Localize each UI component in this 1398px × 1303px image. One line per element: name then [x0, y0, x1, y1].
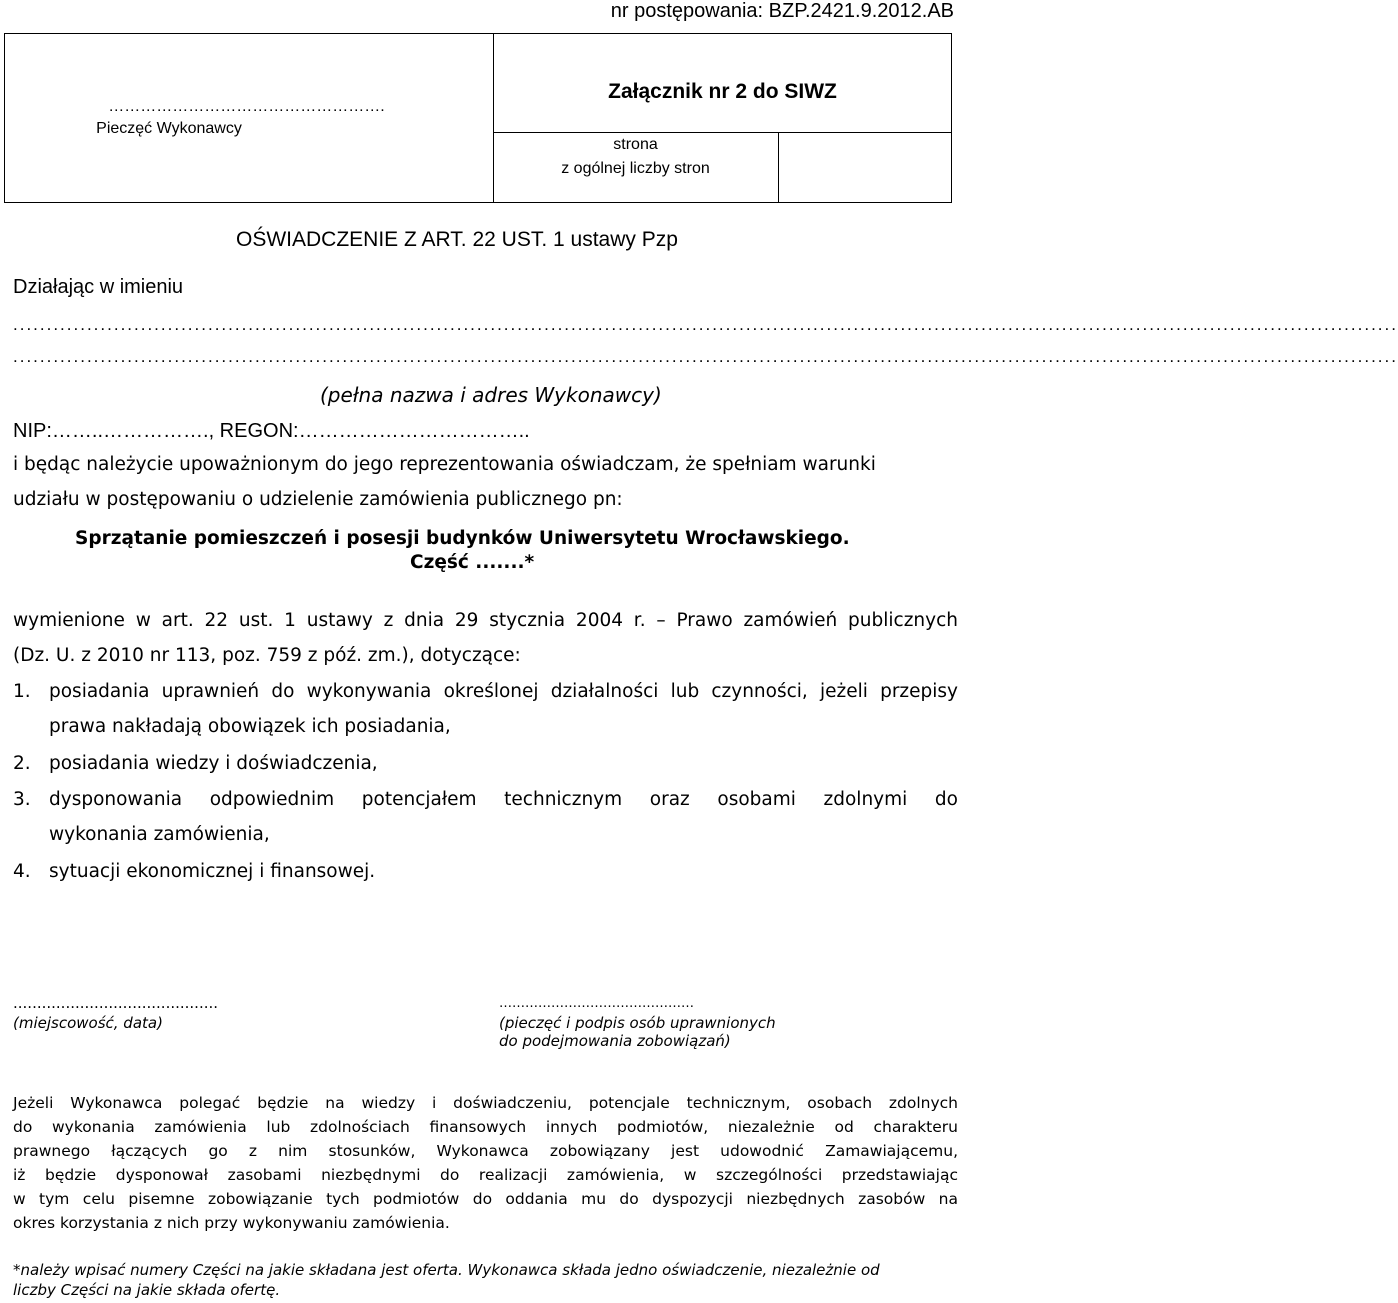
contractor-name-field-line-2: .............................................................................................................................................................................................................. [13, 347, 1398, 366]
statement-title: OŚWIADCZENIE Z ART. 22 UST. 1 ustawy Pzp [236, 228, 678, 251]
page-count-box-top [493, 132, 952, 133]
note-line-5: w tym celu pisemne zobowiązanie tych podmiotów do oddania mu do dyspozycji niezbędnych zasobów na [13, 1190, 958, 1208]
list-item: posiadania uprawnień do wykonywania określonej działalności lub czynności, jeżeli przepisy [49, 681, 958, 702]
nip-regon-line: NIP:……..……………., REGON:…………………………….. [13, 420, 530, 442]
note-line-3: prawnego łączących go z nim stosunków, Wykonawca zobowiązany jest udowodnić Zamawiającemu, [13, 1142, 958, 1160]
list-item-continuation: wykonania zamówienia, [49, 824, 270, 845]
law-reference-line-2: (Dz. U. z 2010 nr 113, poz. 759 z póź. zm.), dotyczące: [13, 645, 521, 666]
page-label: strona [613, 136, 658, 153]
list-item: dysponowania odpowiednim potencjałem technicznym oraz osobami zdolnymi do [49, 789, 958, 810]
note-line-6: okres korzystania z nich przy wykonywaniu zamówienia. [13, 1214, 450, 1232]
signature-field: ……………………………………… [499, 996, 694, 1011]
acting-label: Działając w imieniu [13, 276, 184, 298]
footnote-line-2: liczby Części na jakie składa ofertę. [13, 1281, 281, 1299]
tender-title: Sprzątanie pomieszczeń i posesji budynków Uniwersytetu Wrocławskiego. [75, 528, 850, 549]
authority-text-line-2: udziału w postępowaniu o udzielenie zamówienia publicznego pn: [13, 489, 623, 510]
list-item-number: 2. [13, 753, 31, 774]
contractor-name-field-line-1: .............................................................................................................................................................................................................. [13, 315, 1398, 334]
part-label: Część .......* [410, 552, 535, 573]
signature-label-line-2: do podejmowania zobowiązań) [499, 1032, 731, 1050]
list-item-number: 3. [13, 789, 31, 810]
note-line-4: iż będzie dysponował zasobami niezbędnymi do realizacji zamówienia, w szczególności przedstawiając [13, 1166, 958, 1184]
authority-text-line-1: i będąc należycie upoważnionym do jego reprezentowania oświadczam, że spełniam warunki [13, 454, 876, 475]
page-total-label: z ogólnej liczby stron [561, 160, 710, 177]
list-item: posiadania wiedzy i doświadczenia, [49, 753, 378, 774]
list-item-number: 4. [13, 861, 31, 882]
list-item-number: 1. [13, 681, 31, 702]
note-line-1: Jeżeli Wykonawca polegać będzie na wiedzy i doświadczeniu, potencjale technicznym, osobach zdolnych [13, 1094, 958, 1112]
annex-title: Załącznik nr 2 do SIWZ [608, 80, 837, 103]
page-count-box-divider [778, 132, 779, 203]
signature-label-line-1: (pieczęć i podpis osób uprawnionych [499, 1014, 776, 1032]
list-item: sytuacji ekonomicznej i finansowej. [49, 861, 376, 882]
list-item-continuation: prawa nakładają obowiązek ich posiadania, [49, 716, 451, 737]
place-date-label: (miejscowość, data) [13, 1014, 163, 1032]
footnote-line-1: *należy wpisać numery Części na jakie składana jest oferta. Wykonawca składa jedno oświadczenie, niezależnie od [13, 1261, 880, 1279]
place-date-field: ........................................... [13, 994, 219, 1012]
stamp-label: Pieczęć Wykonawcy [96, 120, 242, 137]
stamp-dots: ……………………………………………. [108, 98, 385, 115]
note-line-2: do wykonania zamówienia lub zdolnościach finansowych innych podmiotów, niezależnie od charakteru [13, 1118, 958, 1136]
law-reference-line-1: wymienione w art. 22 ust. 1 ustawy z dnia 29 stycznia 2004 r. – Prawo zamówień publicznych [13, 610, 958, 631]
fullname-hint: (pełna nazwa i adres Wykonawcy) [320, 383, 662, 407]
header-table [4, 33, 952, 203]
case-number: nr postępowania: BZP.2421.9.2012.AB [610, 0, 954, 22]
